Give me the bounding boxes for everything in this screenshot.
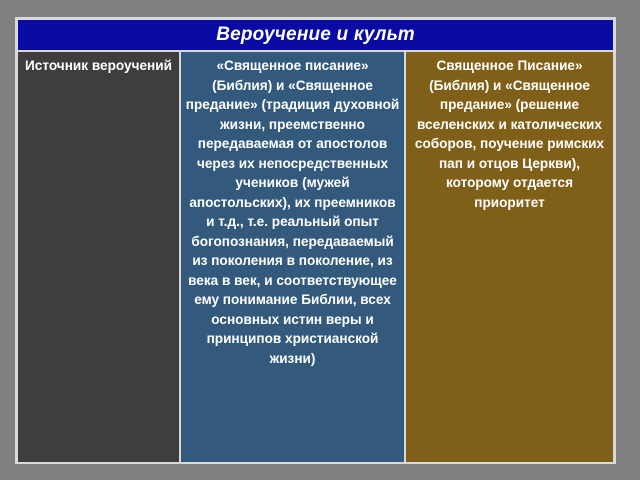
cell-text: Источник вероучений <box>25 58 172 73</box>
table-title: Вероучение и культ <box>18 20 613 50</box>
column-catholic <box>406 52 613 462</box>
cell-text: Священное Писание» (Библия) и «Священное предание» (решение вселенских и католических соборов, поучение римских пап и отцов Церкви), которому отдается приоритет <box>414 58 605 210</box>
column-source-label <box>18 52 179 462</box>
comparison-table <box>15 17 616 464</box>
column-orthodox <box>181 52 404 462</box>
cell-text: «Священное писание» (Библия) и «Священное предание» (традиция духовной жизни, преемственно передаваемая от апостолов через их непосредственных учеников (мужей апостольских), их преемников и т.д., т.е. реальный опыт богопознания, передаваемый из поколения в поколение, из века в век, и соответствующее ему понимание Библии, всех основных истин веры и принципов христианской жизни) <box>185 58 400 366</box>
